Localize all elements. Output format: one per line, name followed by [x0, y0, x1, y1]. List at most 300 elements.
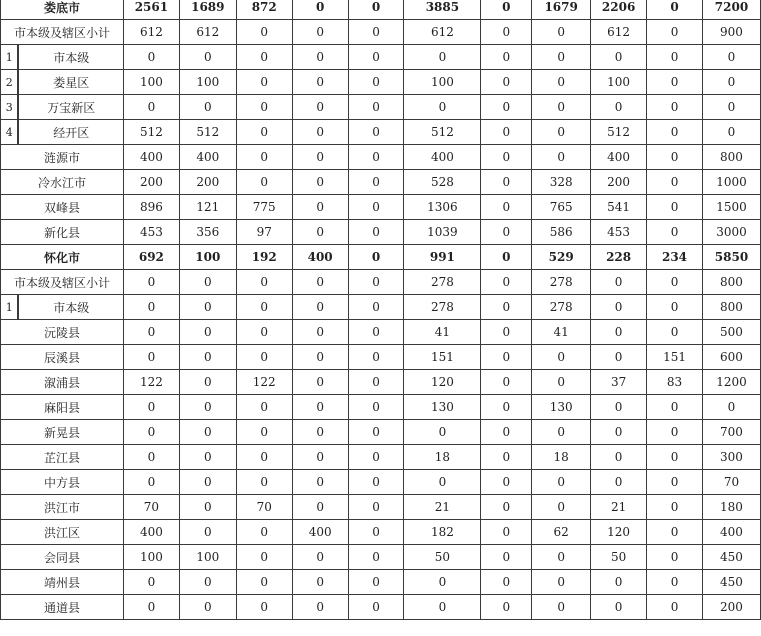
region-name: 溆浦县 — [1, 370, 124, 395]
value-cell: 0 — [591, 45, 647, 70]
value-cell: 0 — [348, 345, 404, 370]
value-cell: 122 — [236, 370, 292, 395]
value-cell: 0 — [236, 470, 292, 495]
value-cell: 2206 — [591, 0, 647, 20]
value-cell: 0 — [348, 470, 404, 495]
value-cell: 586 — [532, 220, 591, 245]
value-cell: 0 — [702, 120, 760, 145]
value-cell: 0 — [348, 295, 404, 320]
value-cell: 528 — [404, 170, 481, 195]
value-cell: 3885 — [404, 0, 481, 20]
value-cell: 400 — [123, 145, 179, 170]
value-cell: 278 — [532, 270, 591, 295]
region-name: 新化县 — [1, 220, 124, 245]
value-cell: 0 — [647, 295, 703, 320]
value-cell: 50 — [404, 545, 481, 570]
region-name: 会同县 — [1, 545, 124, 570]
row-index: 1 — [1, 45, 19, 70]
value-cell: 400 — [702, 520, 760, 545]
value-cell: 0 — [481, 0, 532, 20]
value-cell: 0 — [236, 270, 292, 295]
table-row — [1, 495, 761, 520]
value-cell: 0 — [702, 395, 760, 420]
value-cell: 0 — [236, 170, 292, 195]
value-cell: 0 — [123, 270, 179, 295]
value-cell: 0 — [123, 570, 179, 595]
table-row — [1, 170, 761, 195]
value-cell: 0 — [404, 420, 481, 445]
value-cell: 0 — [123, 395, 179, 420]
value-cell: 0 — [348, 95, 404, 120]
value-cell: 0 — [292, 220, 348, 245]
value-cell: 0 — [123, 345, 179, 370]
value-cell: 1000 — [702, 170, 760, 195]
value-cell: 97 — [236, 220, 292, 245]
value-cell: 18 — [532, 445, 591, 470]
value-cell: 0 — [348, 370, 404, 395]
table-row — [1, 345, 761, 370]
value-cell: 0 — [647, 170, 703, 195]
value-cell: 0 — [647, 45, 703, 70]
value-cell: 130 — [404, 395, 481, 420]
value-cell: 0 — [348, 145, 404, 170]
value-cell: 0 — [348, 245, 404, 270]
value-cell: 0 — [647, 95, 703, 120]
table-row — [1, 20, 761, 45]
value-cell: 0 — [647, 570, 703, 595]
value-cell: 0 — [481, 370, 532, 395]
value-cell: 0 — [348, 495, 404, 520]
value-cell: 0 — [179, 270, 236, 295]
value-cell: 0 — [292, 45, 348, 70]
value-cell: 529 — [532, 245, 591, 270]
value-cell: 512 — [591, 120, 647, 145]
value-cell: 100 — [123, 545, 179, 570]
value-cell: 200 — [179, 170, 236, 195]
table-row — [1, 70, 761, 95]
value-cell: 450 — [702, 570, 760, 595]
value-cell: 400 — [179, 145, 236, 170]
value-cell: 600 — [702, 345, 760, 370]
value-cell: 0 — [532, 20, 591, 45]
value-cell: 0 — [123, 470, 179, 495]
row-index: 2 — [1, 70, 19, 95]
value-cell: 0 — [348, 270, 404, 295]
value-cell: 182 — [404, 520, 481, 545]
value-cell: 0 — [532, 120, 591, 145]
value-cell: 0 — [591, 445, 647, 470]
region-name: 经开区 — [18, 120, 123, 145]
value-cell: 50 — [591, 545, 647, 570]
value-cell: 0 — [591, 470, 647, 495]
value-cell: 0 — [532, 545, 591, 570]
table-row — [1, 45, 761, 70]
value-cell: 800 — [702, 295, 760, 320]
value-cell: 612 — [123, 20, 179, 45]
value-cell: 62 — [532, 520, 591, 545]
value-cell: 0 — [179, 445, 236, 470]
value-cell: 180 — [702, 495, 760, 520]
value-cell: 5850 — [702, 245, 760, 270]
value-cell: 0 — [292, 595, 348, 620]
value-cell: 0 — [123, 595, 179, 620]
value-cell: 991 — [404, 245, 481, 270]
value-cell: 83 — [647, 370, 703, 395]
table-row — [1, 220, 761, 245]
row-index: 1 — [1, 295, 19, 320]
value-cell: 400 — [404, 145, 481, 170]
value-cell: 0 — [348, 0, 404, 20]
value-cell: 151 — [647, 345, 703, 370]
value-cell: 0 — [481, 445, 532, 470]
value-cell: 0 — [532, 470, 591, 495]
value-cell: 21 — [404, 495, 481, 520]
value-cell: 0 — [236, 20, 292, 45]
value-cell: 70 — [702, 470, 760, 495]
value-cell: 0 — [647, 320, 703, 345]
value-cell: 0 — [532, 570, 591, 595]
value-cell: 0 — [591, 270, 647, 295]
value-cell: 512 — [179, 120, 236, 145]
value-cell: 0 — [647, 445, 703, 470]
value-cell: 100 — [123, 70, 179, 95]
value-cell: 100 — [179, 545, 236, 570]
value-cell: 70 — [123, 495, 179, 520]
value-cell: 0 — [292, 270, 348, 295]
city-row — [1, 245, 761, 270]
table-row — [1, 420, 761, 445]
region-name: 麻阳县 — [1, 395, 124, 420]
value-cell: 692 — [123, 245, 179, 270]
value-cell: 228 — [591, 245, 647, 270]
value-cell: 0 — [292, 570, 348, 595]
value-cell: 900 — [702, 20, 760, 45]
value-cell: 0 — [481, 395, 532, 420]
value-cell: 0 — [348, 45, 404, 70]
value-cell: 0 — [348, 220, 404, 245]
value-cell: 775 — [236, 195, 292, 220]
value-cell: 0 — [647, 220, 703, 245]
region-name: 市本级及辖区小计 — [1, 20, 124, 45]
value-cell: 0 — [532, 70, 591, 95]
value-cell: 1500 — [702, 195, 760, 220]
value-cell: 0 — [404, 570, 481, 595]
value-cell: 0 — [348, 195, 404, 220]
value-cell: 0 — [123, 45, 179, 70]
table-row — [1, 520, 761, 545]
value-cell: 41 — [532, 320, 591, 345]
value-cell: 0 — [591, 95, 647, 120]
value-cell: 0 — [292, 70, 348, 95]
value-cell: 0 — [123, 95, 179, 120]
value-cell: 0 — [179, 595, 236, 620]
table-row — [1, 470, 761, 495]
table-row — [1, 445, 761, 470]
value-cell: 0 — [404, 595, 481, 620]
value-cell: 0 — [179, 395, 236, 420]
value-cell: 0 — [647, 120, 703, 145]
region-name: 通道县 — [1, 595, 124, 620]
value-cell: 0 — [292, 495, 348, 520]
value-cell: 100 — [404, 70, 481, 95]
row-index: 4 — [1, 120, 19, 145]
value-cell: 0 — [236, 545, 292, 570]
value-cell: 0 — [532, 145, 591, 170]
value-cell: 0 — [236, 295, 292, 320]
table-row — [1, 145, 761, 170]
table-row — [1, 570, 761, 595]
value-cell: 7200 — [702, 0, 760, 20]
value-cell: 200 — [702, 595, 760, 620]
table-row — [1, 320, 761, 345]
value-cell: 0 — [532, 370, 591, 395]
value-cell: 450 — [702, 545, 760, 570]
value-cell: 0 — [481, 270, 532, 295]
value-cell: 0 — [348, 170, 404, 195]
value-cell: 0 — [236, 45, 292, 70]
value-cell: 0 — [179, 320, 236, 345]
value-cell: 800 — [702, 270, 760, 295]
value-cell: 0 — [481, 145, 532, 170]
value-cell: 0 — [481, 570, 532, 595]
value-cell: 0 — [532, 345, 591, 370]
value-cell: 151 — [404, 345, 481, 370]
region-name: 靖州县 — [1, 570, 124, 595]
value-cell: 0 — [236, 320, 292, 345]
value-cell: 0 — [348, 70, 404, 95]
value-cell: 0 — [481, 170, 532, 195]
value-cell: 0 — [647, 520, 703, 545]
value-cell: 100 — [179, 70, 236, 95]
value-cell: 0 — [179, 470, 236, 495]
value-cell: 0 — [591, 595, 647, 620]
value-cell: 0 — [292, 370, 348, 395]
table-row — [1, 595, 761, 620]
value-cell: 0 — [647, 270, 703, 295]
value-cell: 0 — [481, 495, 532, 520]
value-cell: 0 — [292, 95, 348, 120]
value-cell: 872 — [236, 0, 292, 20]
value-cell: 0 — [179, 95, 236, 120]
region-name: 市本级及辖区小计 — [1, 270, 124, 295]
value-cell: 122 — [123, 370, 179, 395]
value-cell: 765 — [532, 195, 591, 220]
value-cell: 0 — [647, 0, 703, 20]
value-cell: 300 — [702, 445, 760, 470]
value-cell: 0 — [591, 295, 647, 320]
value-cell: 0 — [481, 320, 532, 345]
value-cell: 0 — [481, 45, 532, 70]
value-cell: 0 — [179, 45, 236, 70]
value-cell: 1039 — [404, 220, 481, 245]
value-cell: 2561 — [123, 0, 179, 20]
value-cell: 0 — [532, 95, 591, 120]
value-cell: 0 — [348, 120, 404, 145]
region-name: 新晃县 — [1, 420, 124, 445]
value-cell: 0 — [236, 70, 292, 95]
value-cell: 0 — [591, 420, 647, 445]
value-cell: 0 — [481, 95, 532, 120]
value-cell: 0 — [481, 520, 532, 545]
value-cell: 0 — [481, 470, 532, 495]
value-cell: 0 — [123, 320, 179, 345]
value-cell: 0 — [481, 70, 532, 95]
value-cell: 278 — [532, 295, 591, 320]
value-cell: 0 — [591, 570, 647, 595]
value-cell: 0 — [179, 420, 236, 445]
region-name: 沅陵县 — [1, 320, 124, 345]
value-cell: 896 — [123, 195, 179, 220]
value-cell: 0 — [348, 445, 404, 470]
region-name: 双峰县 — [1, 195, 124, 220]
value-cell: 0 — [236, 570, 292, 595]
value-cell: 1306 — [404, 195, 481, 220]
value-cell: 400 — [292, 520, 348, 545]
value-cell: 0 — [292, 395, 348, 420]
value-cell: 700 — [702, 420, 760, 445]
region-name: 市本级 — [18, 45, 123, 70]
value-cell: 0 — [292, 195, 348, 220]
value-cell: 0 — [236, 395, 292, 420]
value-cell: 18 — [404, 445, 481, 470]
value-cell: 37 — [591, 370, 647, 395]
value-cell: 0 — [123, 445, 179, 470]
city-row — [1, 0, 761, 20]
value-cell: 278 — [404, 270, 481, 295]
value-cell: 0 — [647, 70, 703, 95]
value-cell: 0 — [404, 95, 481, 120]
region-name: 市本级 — [18, 295, 123, 320]
value-cell: 192 — [236, 245, 292, 270]
value-cell: 541 — [591, 195, 647, 220]
value-cell: 0 — [348, 520, 404, 545]
value-cell: 0 — [236, 145, 292, 170]
value-cell: 0 — [348, 20, 404, 45]
value-cell: 453 — [591, 220, 647, 245]
value-cell: 328 — [532, 170, 591, 195]
value-cell: 100 — [591, 70, 647, 95]
value-cell: 0 — [481, 345, 532, 370]
table-row — [1, 195, 761, 220]
value-cell: 0 — [236, 120, 292, 145]
value-cell: 0 — [179, 345, 236, 370]
value-cell: 612 — [591, 20, 647, 45]
value-cell: 130 — [532, 395, 591, 420]
value-cell: 0 — [348, 545, 404, 570]
value-cell: 612 — [404, 20, 481, 45]
value-cell: 0 — [404, 45, 481, 70]
value-cell: 0 — [591, 320, 647, 345]
value-cell: 0 — [702, 45, 760, 70]
value-cell: 0 — [481, 595, 532, 620]
value-cell: 0 — [292, 420, 348, 445]
city-name: 娄底市 — [1, 0, 124, 20]
value-cell: 800 — [702, 145, 760, 170]
value-cell: 21 — [591, 495, 647, 520]
value-cell: 1679 — [532, 0, 591, 20]
value-cell: 0 — [179, 520, 236, 545]
value-cell: 0 — [292, 345, 348, 370]
value-cell: 0 — [179, 295, 236, 320]
value-cell: 0 — [481, 220, 532, 245]
table-row — [1, 270, 761, 295]
value-cell: 400 — [292, 245, 348, 270]
value-cell: 0 — [292, 0, 348, 20]
value-cell: 0 — [292, 470, 348, 495]
value-cell: 0 — [236, 595, 292, 620]
value-cell: 0 — [236, 95, 292, 120]
table-row — [1, 120, 761, 145]
value-cell: 0 — [702, 95, 760, 120]
table-row — [1, 95, 761, 120]
value-cell: 0 — [123, 420, 179, 445]
value-cell: 0 — [647, 545, 703, 570]
value-cell: 453 — [123, 220, 179, 245]
value-cell: 3000 — [702, 220, 760, 245]
city-name: 怀化市 — [1, 245, 124, 270]
value-cell: 0 — [292, 120, 348, 145]
value-cell: 0 — [481, 295, 532, 320]
value-cell: 0 — [532, 45, 591, 70]
region-name: 娄星区 — [18, 70, 123, 95]
value-cell: 0 — [348, 420, 404, 445]
value-cell: 0 — [647, 470, 703, 495]
table-row — [1, 545, 761, 570]
table-row — [1, 295, 761, 320]
value-cell: 0 — [591, 395, 647, 420]
value-cell: 0 — [292, 295, 348, 320]
value-cell: 0 — [647, 195, 703, 220]
value-cell: 234 — [647, 245, 703, 270]
value-cell: 0 — [292, 170, 348, 195]
value-cell: 70 — [236, 495, 292, 520]
value-cell: 0 — [179, 495, 236, 520]
value-cell: 1689 — [179, 0, 236, 20]
value-cell: 0 — [348, 570, 404, 595]
value-cell: 41 — [404, 320, 481, 345]
region-name: 中方县 — [1, 470, 124, 495]
table-row — [1, 370, 761, 395]
value-cell: 0 — [532, 420, 591, 445]
value-cell: 0 — [292, 145, 348, 170]
value-cell: 0 — [647, 395, 703, 420]
value-cell: 0 — [236, 420, 292, 445]
value-cell: 0 — [591, 345, 647, 370]
value-cell: 356 — [179, 220, 236, 245]
value-cell: 500 — [702, 320, 760, 345]
table-row — [1, 395, 761, 420]
value-cell: 400 — [591, 145, 647, 170]
value-cell: 0 — [481, 420, 532, 445]
value-cell: 0 — [179, 370, 236, 395]
value-cell: 0 — [647, 495, 703, 520]
value-cell: 0 — [292, 320, 348, 345]
value-cell: 0 — [647, 145, 703, 170]
value-cell: 0 — [236, 445, 292, 470]
row-index: 3 — [1, 95, 19, 120]
value-cell: 0 — [702, 70, 760, 95]
value-cell: 512 — [123, 120, 179, 145]
value-cell: 0 — [348, 320, 404, 345]
value-cell: 120 — [404, 370, 481, 395]
value-cell: 0 — [481, 20, 532, 45]
value-cell: 0 — [647, 420, 703, 445]
value-cell: 0 — [179, 570, 236, 595]
value-cell: 0 — [647, 595, 703, 620]
value-cell: 0 — [481, 245, 532, 270]
region-name: 洪江区 — [1, 520, 124, 545]
value-cell: 120 — [591, 520, 647, 545]
